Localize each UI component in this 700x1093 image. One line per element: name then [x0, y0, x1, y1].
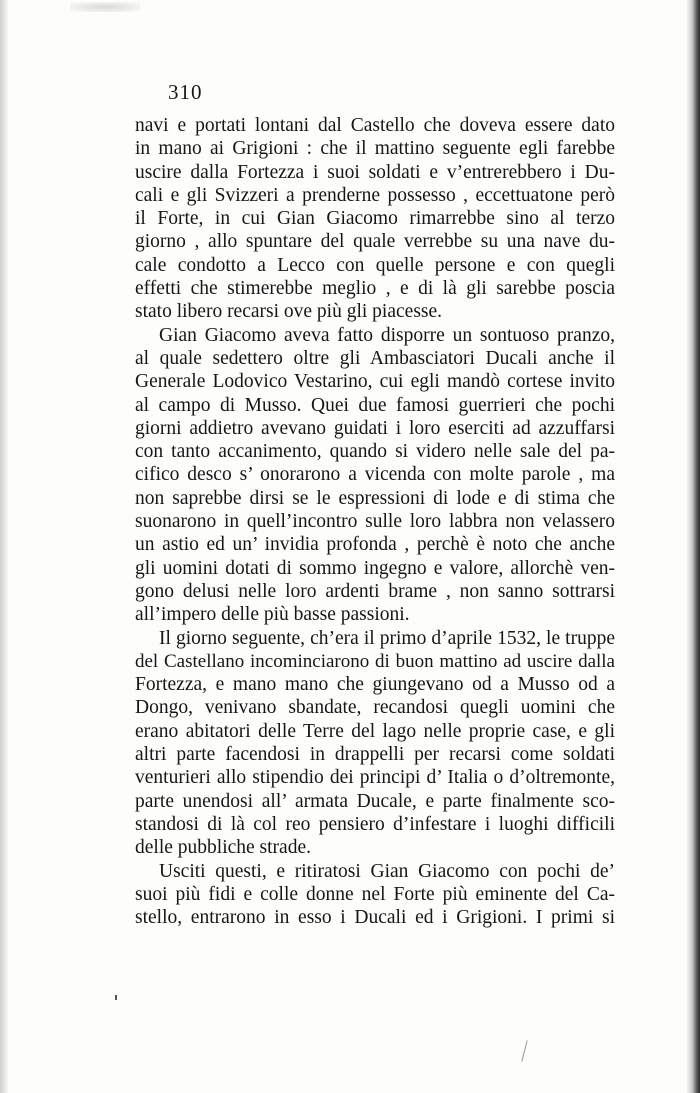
text-line: cale condotto a Lecco con quelle persone e con quegli [135, 254, 615, 276]
scan-speck [115, 995, 117, 1000]
text-line: navi e portati lontani dal Castello che doveva essere dato [135, 115, 615, 136]
text-line: in mano ai Grigioni : che il mattino seguente egli farebbe [135, 138, 615, 160]
paragraph-last-line: stato libero recarsi ove più gli piacesse. [135, 301, 443, 323]
text-line: effetti che stimerebbe meglio , e di là gli sarebbe poscia [135, 278, 615, 300]
page-gutter-shadow [686, 0, 700, 1093]
text-line: suonarono in quell’incontro sulle loro labbra non velassero [135, 511, 615, 533]
paragraph-first-line: Gian Giacomo aveva fatto disporre un sontuoso pranzo, [159, 324, 615, 346]
paragraph-first-line: Usciti questi, e ritiratosi Gian Giacomo con pochi de’ [159, 860, 615, 882]
text-line: Dongo, venivano sbandate, recandosi quegli uomini che [135, 697, 615, 719]
text-line: standosi di là col reo pensiero d’infestare i luoghi difficili [135, 813, 615, 835]
scan-smudge [70, 2, 140, 12]
scan-mark [521, 1040, 527, 1062]
text-line: giorno , allo spuntare del quale verrebbe su una nave du- [135, 231, 615, 253]
text-line: altri parte facendosi in drappelli per recarsi come soldati [135, 744, 615, 766]
text-line: cifico desco s’ onorarono a vicenda con molte parole , ma [135, 464, 615, 486]
text-line: giorni addietro avevano guidati i loro eserciti ad azzuffarsi [135, 417, 615, 439]
paragraph-last-line: delle pubbliche strade. [135, 837, 311, 859]
text-line: un astio ed un’ invidia profonda , perchè è noto che anche [135, 534, 615, 556]
paragraph-first-line: Il giorno seguente, ch’era il primo d’aprile 1532, le truppe [159, 627, 615, 649]
paragraph-last-line: all’impero delle più basse passioni. [135, 604, 410, 626]
text-line: uscire dalla Fortezza i suoi soldati e v’entrerebbero i Du- [135, 161, 615, 183]
text-line: parte unendosi all’ armata Ducale, e parte finalmente sco- [135, 790, 615, 812]
text-line: venturieri allo stipendio dei principi d’ Italia o d’oltremonte, [135, 767, 615, 789]
text-line: cali e gli Svizzeri a prenderne possesso , eccettuatone però [135, 184, 615, 206]
text-line: non saprebbe dirsi se le espressioni di lode e di stima che [135, 487, 615, 509]
text-line: gli uomini dotati di sommo ingegno e valore, allorchè ven- [135, 557, 615, 579]
text-line: il Forte, in cui Gian Giacomo rimarrebbe sino al terzo [135, 208, 615, 230]
text-line: erano abitatori delle Terre del lago nelle proprie case, e gli [135, 720, 615, 742]
page-number: 310 [168, 80, 203, 104]
text-line: al campo di Musso. Quei due famosi guerrieri che pochi [135, 394, 615, 416]
text-line: al quale sedettero oltre gli Ambasciatori Ducali anche il [135, 347, 615, 369]
text-line: Generale Lodovico Vestarino, cui egli mandò cortese invito [135, 371, 615, 393]
text-line: gono delusi nelle loro ardenti brame , non sanno sottrarsi [135, 580, 615, 602]
text-line: stello, entrarono in esso i Ducali ed i Grigioni. I primi si [135, 907, 615, 929]
page-left-edge [0, 0, 8, 1093]
text-line: suoi più fidi e colle donne nel Forte più eminente del Ca- [135, 883, 615, 905]
body-text [135, 114, 615, 929]
text-line: con tanto accanimento, quando si videro nelle sale del pa- [135, 441, 615, 463]
text-line: del Castellano incominciarono di buon mattino ad uscire dalla [135, 650, 615, 672]
text-line: Fortezza, e mano mano che giungevano od a Musso od a [135, 674, 615, 696]
